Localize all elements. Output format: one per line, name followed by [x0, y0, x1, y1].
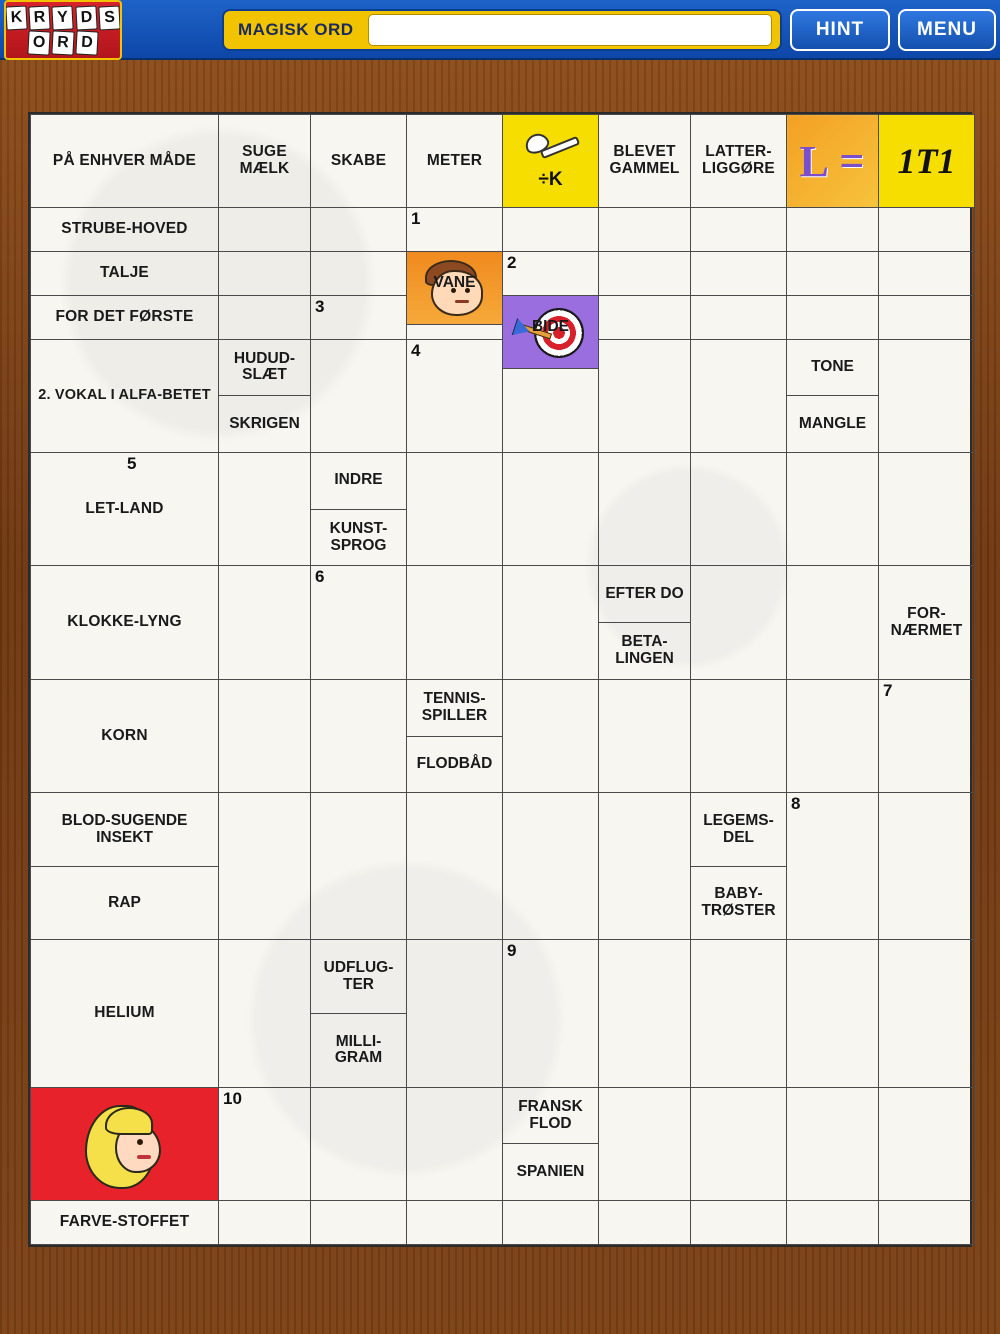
logo-row-2	[6, 31, 120, 55]
answer-cell[interactable]	[787, 453, 879, 566]
header-cell-1[interactable]	[219, 115, 311, 208]
clue-cell-split[interactable]	[311, 453, 407, 566]
clue-text: RAP	[31, 866, 218, 940]
board-row	[31, 566, 975, 679]
answer-cell[interactable]	[879, 679, 975, 792]
hint-button[interactable]: HINT	[790, 9, 890, 51]
blonde-woman-icon	[31, 1088, 218, 1200]
clue-text: HELIUM	[94, 1004, 155, 1022]
answer-cell[interactable]	[311, 339, 407, 452]
answer-cell[interactable]	[407, 793, 503, 940]
answer-cell[interactable]	[787, 251, 879, 295]
logo-letter: R	[51, 30, 74, 55]
clue-text: MANGLE	[787, 395, 878, 452]
clue-cell-split[interactable]	[31, 793, 219, 940]
crossword-grid	[28, 112, 972, 1247]
split-clue	[503, 1088, 598, 1200]
clue-text: LEGEMS-DEL	[703, 811, 774, 846]
header-cell-6[interactable]	[691, 115, 787, 208]
clue-cell[interactable]	[31, 208, 219, 252]
clue-text: KORN	[101, 726, 148, 744]
cell-number: 9	[507, 941, 517, 961]
header-clue-text: BLEVET GAMMEL	[609, 143, 680, 177]
answer-cell[interactable]	[503, 1201, 599, 1245]
answer-cell[interactable]	[219, 295, 311, 339]
answer-cell[interactable]	[219, 208, 311, 252]
answer-cell[interactable]	[691, 295, 787, 339]
answer-cell[interactable]	[691, 251, 787, 295]
clue-text: KLOKKE-LYNG	[67, 613, 182, 631]
clue-cell[interactable]	[31, 453, 219, 566]
logo-letter: O	[27, 30, 50, 55]
cell-number: 5	[127, 454, 137, 473]
answer-cell[interactable]	[407, 208, 503, 252]
picture-clue	[407, 252, 502, 295]
split-clue	[691, 793, 786, 939]
answer-cell[interactable]	[219, 793, 311, 940]
board-background	[0, 60, 1000, 1334]
clue-text: EFTER DO	[605, 584, 684, 602]
answer-cell[interactable]	[691, 940, 787, 1087]
spoon-icon	[525, 132, 577, 168]
answer-cell[interactable]	[219, 453, 311, 566]
clue-text: TALJE	[100, 263, 149, 281]
answer-cell[interactable]	[879, 295, 975, 339]
header-cell-0[interactable]	[31, 115, 219, 208]
clue-text: FLODBÅD	[407, 736, 502, 793]
answer-cell[interactable]	[219, 1087, 311, 1200]
clue-cell-split[interactable]	[407, 679, 503, 792]
split-clue	[31, 793, 218, 939]
header-cell-5[interactable]	[599, 115, 691, 208]
answer-cell[interactable]	[691, 1087, 787, 1200]
clue-cell[interactable]	[31, 295, 219, 339]
answer-cell[interactable]	[311, 793, 407, 940]
cell-number: 10	[223, 1088, 242, 1108]
answer-cell[interactable]	[879, 940, 975, 1087]
answer-cell[interactable]	[599, 1201, 691, 1245]
answer-cell[interactable]	[787, 208, 879, 252]
menu-button[interactable]: MENU	[898, 9, 996, 51]
header-cell-3[interactable]	[407, 115, 503, 208]
picture-caption: BIDE	[531, 317, 570, 335]
answer-cell[interactable]	[503, 453, 599, 566]
header-clue-text: SKABE	[330, 151, 387, 169]
magic-word-input[interactable]	[368, 14, 773, 46]
clue-text: STRUBE-HOVED	[61, 220, 188, 238]
clue-text: SPANIEN	[503, 1143, 598, 1200]
cell-number: 4	[411, 340, 421, 360]
cell-number: 6	[315, 567, 325, 587]
app-logo	[4, 0, 122, 60]
cell-number: 7	[883, 680, 893, 700]
clue-text: TONE	[811, 358, 854, 376]
answer-cell[interactable]	[219, 940, 311, 1087]
clue-cell[interactable]	[31, 940, 219, 1087]
answer-cell[interactable]	[503, 940, 599, 1087]
clue-cell[interactable]	[31, 679, 219, 792]
answer-cell[interactable]	[503, 339, 599, 452]
header-clue-text: 1T1	[897, 141, 956, 181]
picture-clue-cell-bide[interactable]	[503, 295, 599, 339]
answer-cell[interactable]	[407, 339, 503, 452]
answer-cell[interactable]	[407, 1201, 503, 1245]
answer-cell[interactable]	[879, 793, 975, 940]
answer-cell[interactable]	[311, 679, 407, 792]
answer-cell[interactable]	[691, 453, 787, 566]
cell-number: 8	[791, 794, 801, 814]
answer-cell[interactable]	[407, 453, 503, 566]
answer-cell[interactable]	[311, 208, 407, 252]
header-clue-text: METER	[426, 151, 483, 169]
top-toolbar	[0, 0, 1000, 60]
answer-cell[interactable]	[599, 295, 691, 339]
clue-cell-split[interactable]	[787, 339, 879, 452]
clue-cell[interactable]	[31, 566, 219, 679]
clue-cell[interactable]	[31, 339, 219, 452]
answer-cell[interactable]	[599, 1087, 691, 1200]
cell-number: 3	[315, 296, 325, 316]
answer-cell[interactable]	[219, 566, 311, 679]
cell-number: 2	[507, 252, 517, 272]
clue-text: FRANSK FLOD	[518, 1097, 583, 1132]
split-clue	[599, 566, 690, 678]
answer-cell[interactable]	[879, 251, 975, 295]
clue-text: MILLI-GRAM	[311, 1013, 406, 1087]
answer-cell[interactable]	[311, 1201, 407, 1245]
answer-cell[interactable]	[599, 679, 691, 792]
answer-cell[interactable]	[691, 679, 787, 792]
picture-caption: VANE	[433, 273, 476, 291]
answer-cell[interactable]	[787, 940, 879, 1087]
clue-cell[interactable]	[31, 251, 219, 295]
logo-letter: D	[75, 5, 97, 30]
clue-cell-split[interactable]	[503, 1087, 599, 1200]
board-row	[31, 208, 975, 252]
clue-text: TENNIS-SPILLER	[421, 689, 488, 724]
answer-cell[interactable]	[407, 295, 503, 339]
clue-cell[interactable]	[31, 1201, 219, 1245]
header-clue-text: L =	[799, 136, 866, 186]
clue-cell-split[interactable]	[311, 940, 407, 1087]
answer-cell[interactable]	[599, 339, 691, 452]
split-clue	[787, 340, 878, 452]
clue-text: BLOD-SUGENDE INSEKT	[61, 811, 188, 846]
clue-text: INDRE	[334, 471, 383, 489]
clue-text: SKRIGEN	[219, 395, 310, 452]
board-row	[31, 679, 975, 792]
answer-cell[interactable]	[879, 339, 975, 452]
answer-cell[interactable]	[503, 251, 599, 295]
crossword-table	[30, 114, 975, 1245]
answer-cell[interactable]	[787, 295, 879, 339]
header-clue-text: PÅ ENHVER MÅDE	[52, 151, 197, 169]
logo-letter: S	[98, 5, 120, 30]
answer-cell[interactable]	[879, 208, 975, 252]
answer-cell[interactable]	[599, 208, 691, 252]
board-row	[31, 251, 975, 295]
split-clue	[311, 453, 406, 565]
split-clue	[219, 340, 310, 452]
answer-cell[interactable]	[311, 566, 407, 679]
header-cell-8-symbol[interactable]	[879, 115, 975, 208]
answer-cell[interactable]	[219, 1201, 311, 1245]
clue-text: LET-LAND	[85, 499, 164, 517]
answer-cell[interactable]	[503, 793, 599, 940]
logo-letter: D	[75, 30, 98, 55]
clue-cell-split[interactable]	[219, 339, 311, 452]
answer-cell[interactable]	[503, 679, 599, 792]
answer-cell[interactable]	[691, 566, 787, 679]
clue-text: 2. VOKAL I ALFA-BETET	[38, 386, 211, 403]
clue-cell-split[interactable]	[691, 793, 787, 940]
answer-cell[interactable]	[599, 453, 691, 566]
clue-text: BETA-LINGEN	[599, 622, 690, 679]
picture-clue	[31, 1088, 218, 1200]
answer-cell[interactable]	[311, 1087, 407, 1200]
logo-letter: Y	[52, 5, 74, 30]
spoon-clue	[503, 115, 598, 207]
clue-text: FOR DET FØRSTE	[55, 307, 194, 325]
logo-letter: K	[5, 5, 27, 30]
cell-number: 1	[411, 209, 421, 228]
board-row	[31, 1087, 975, 1200]
answer-cell[interactable]	[787, 679, 879, 792]
clue-cell-split[interactable]	[599, 566, 691, 679]
clue-text: FOR-NÆRMET	[890, 604, 963, 639]
clue-text: BABY-TRØSTER	[691, 866, 786, 940]
header-cell-7-symbol[interactable]	[787, 115, 879, 208]
header-clue-text: LATTER-LIGGØRE	[702, 143, 775, 177]
answer-cell[interactable]	[407, 1087, 503, 1200]
logo-letter: R	[29, 5, 51, 30]
header-cell-4-spoon[interactable]	[503, 115, 599, 208]
answer-cell[interactable]	[407, 566, 503, 679]
answer-cell[interactable]	[219, 251, 311, 295]
split-clue	[407, 680, 502, 792]
picture-clue	[503, 296, 598, 339]
clue-text: KUNST-SPROG	[311, 509, 406, 566]
board-row	[31, 1201, 975, 1245]
clue-text: UDFLUG-TER	[323, 959, 394, 993]
answer-cell[interactable]	[691, 208, 787, 252]
answer-cell[interactable]	[691, 339, 787, 452]
magic-word-label: MAGISK ORD	[238, 20, 354, 39]
header-row	[31, 115, 975, 208]
answer-cell[interactable]	[787, 793, 879, 940]
clue-text: FARVE-STOFFET	[59, 1213, 190, 1231]
answer-cell[interactable]	[503, 566, 599, 679]
answer-cell[interactable]	[311, 251, 407, 295]
answer-cell[interactable]	[879, 1201, 975, 1245]
answer-cell[interactable]	[787, 1087, 879, 1200]
picture-clue-cell-vane[interactable]	[407, 251, 503, 295]
clue-text: HUDUD-SLÆT	[233, 349, 296, 384]
picture-clue-cell-lady[interactable]	[31, 1087, 219, 1200]
board-row	[31, 793, 975, 940]
answer-cell[interactable]	[407, 940, 503, 1087]
answer-cell[interactable]	[787, 1201, 879, 1245]
board-row	[31, 339, 975, 452]
header-cell-2[interactable]	[311, 115, 407, 208]
board-row	[31, 940, 975, 1087]
answer-cell[interactable]	[599, 793, 691, 940]
answer-cell[interactable]	[787, 566, 879, 679]
answer-cell[interactable]	[503, 208, 599, 252]
board-row	[31, 295, 975, 339]
answer-cell[interactable]	[219, 679, 311, 792]
magic-word-panel	[222, 9, 782, 51]
answer-cell[interactable]	[599, 940, 691, 1087]
board-row	[31, 453, 975, 566]
answer-cell[interactable]	[311, 295, 407, 339]
header-clue-text: ÷K	[538, 168, 563, 190]
split-clue	[311, 940, 406, 1086]
answer-cell[interactable]	[879, 453, 975, 566]
logo-row-1	[6, 6, 120, 30]
answer-cell[interactable]	[599, 251, 691, 295]
answer-cell[interactable]	[879, 1087, 975, 1200]
answer-cell[interactable]	[691, 1201, 787, 1245]
header-clue-text: SUGE MÆLK	[239, 143, 290, 177]
clue-cell[interactable]	[879, 566, 975, 679]
